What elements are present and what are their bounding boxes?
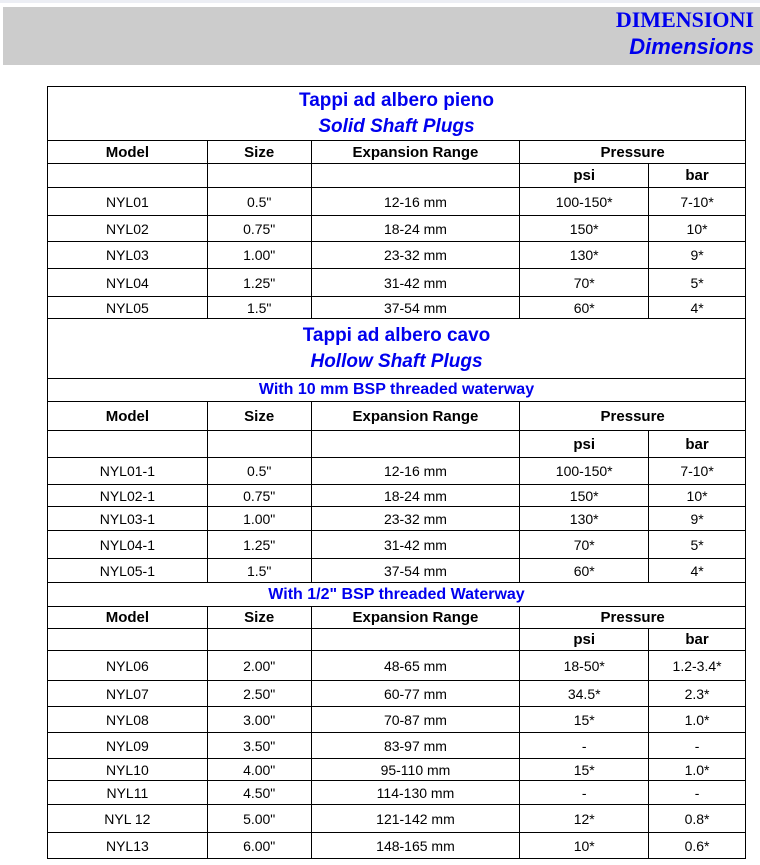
model-cell: NYL11	[48, 781, 208, 805]
size-cell: 1.5"	[207, 297, 311, 319]
section-title	[48, 87, 746, 141]
table-row	[48, 681, 746, 707]
psi-header: psi	[520, 164, 649, 188]
table-row	[48, 651, 746, 681]
top-divider	[0, 0, 760, 3]
dimensions-table	[47, 86, 746, 859]
psi-cell: 10*	[520, 833, 649, 859]
table-row	[48, 833, 746, 859]
table-row	[48, 781, 746, 805]
model-cell: NYL07	[48, 681, 208, 707]
model-cell: NYL04-1	[48, 531, 208, 559]
bar-cell: 0.8*	[649, 805, 746, 833]
table-row	[48, 759, 746, 781]
blank-cell	[48, 629, 208, 651]
size-header: Size	[207, 402, 311, 431]
psi-cell: 60*	[520, 559, 649, 583]
title-italian: DIMENSIONI	[615, 7, 754, 32]
blank-cell	[48, 431, 208, 458]
expansion-range-cell: 23-32 mm	[311, 507, 520, 531]
bar-cell: 10*	[649, 485, 746, 507]
expansion-range-cell: 18-24 mm	[311, 485, 520, 507]
model-cell: NYL04	[48, 269, 208, 297]
size-cell: 5.00"	[207, 805, 311, 833]
pressure-header: Pressure	[520, 402, 746, 431]
table-row	[48, 242, 746, 269]
size-cell: 4.50"	[207, 781, 311, 805]
size-cell: 3.50"	[207, 733, 311, 759]
model-cell: NYL 12	[48, 805, 208, 833]
expansion-range-cell: 148-165 mm	[311, 833, 520, 859]
model-cell: NYL02-1	[48, 485, 208, 507]
model-cell: NYL03	[48, 242, 208, 269]
psi-cell: 18-50*	[520, 651, 649, 681]
waterway-title: With 1/2" BSP threaded Waterway	[48, 583, 746, 607]
table-row	[48, 805, 746, 833]
psi-cell: 100-150*	[520, 458, 649, 485]
section-title-italian: Tappi ad albero pieno	[299, 89, 494, 111]
section-title	[48, 319, 746, 379]
size-cell: 0.5"	[207, 188, 311, 216]
psi-cell: 60*	[520, 297, 649, 319]
blank-cell	[311, 164, 520, 188]
bar-cell: -	[649, 733, 746, 759]
title-english: Dimensions	[629, 34, 754, 59]
size-cell: 1.25"	[207, 531, 311, 559]
table-row	[48, 707, 746, 733]
model-cell: NYL02	[48, 216, 208, 242]
size-cell: 2.50"	[207, 681, 311, 707]
bar-cell: 2.3*	[649, 681, 746, 707]
size-cell: 6.00"	[207, 833, 311, 859]
pressure-header: Pressure	[520, 141, 746, 164]
bar-cell: 1.2-3.4*	[649, 651, 746, 681]
size-cell: 1.25"	[207, 269, 311, 297]
waterway-title: With 10 mm BSP threaded waterway	[48, 379, 746, 402]
size-cell: 0.75"	[207, 485, 311, 507]
psi-cell: -	[520, 733, 649, 759]
bar-cell: 5*	[649, 269, 746, 297]
unit-header-row	[48, 431, 746, 458]
waterway-row	[48, 583, 746, 607]
model-cell: NYL08	[48, 707, 208, 733]
expansion-range-cell: 37-54 mm	[311, 559, 520, 583]
psi-header: psi	[520, 629, 649, 651]
expansion-range-cell: 48-65 mm	[311, 651, 520, 681]
size-header: Size	[207, 607, 311, 629]
expansion-range-cell: 31-42 mm	[311, 531, 520, 559]
section-title-italian: Tappi ad albero cavo	[302, 324, 491, 346]
model-cell: NYL05-1	[48, 559, 208, 583]
psi-cell: 12*	[520, 805, 649, 833]
psi-cell: 150*	[520, 485, 649, 507]
expansion-range-header: Expansion Range	[311, 141, 520, 164]
psi-cell: 130*	[520, 242, 649, 269]
expansion-range-cell: 37-54 mm	[311, 297, 520, 319]
bar-cell: 10*	[649, 216, 746, 242]
expansion-range-cell: 23-32 mm	[311, 242, 520, 269]
expansion-range-cell: 95-110 mm	[311, 759, 520, 781]
table-row	[48, 188, 746, 216]
table-row	[48, 559, 746, 583]
table-row	[48, 507, 746, 531]
bar-cell: 7-10*	[649, 458, 746, 485]
model-cell: NYL05	[48, 297, 208, 319]
model-cell: NYL13	[48, 833, 208, 859]
section-title-row	[48, 319, 746, 379]
section-title-english: Solid Shaft Plugs	[318, 115, 475, 137]
expansion-range-cell: 114-130 mm	[311, 781, 520, 805]
bar-cell: 7-10*	[649, 188, 746, 216]
size-cell: 3.00"	[207, 707, 311, 733]
model-cell: NYL01	[48, 188, 208, 216]
model-header: Model	[48, 141, 208, 164]
size-cell: 1.5"	[207, 559, 311, 583]
psi-cell: 34.5*	[520, 681, 649, 707]
bar-cell: -	[649, 781, 746, 805]
expansion-range-header: Expansion Range	[311, 402, 520, 431]
bar-header: bar	[649, 164, 746, 188]
size-cell: 1.00"	[207, 507, 311, 531]
model-header: Model	[48, 402, 208, 431]
bar-cell: 9*	[649, 242, 746, 269]
expansion-range-cell: 12-16 mm	[311, 458, 520, 485]
bar-cell: 1.0*	[649, 759, 746, 781]
blank-cell	[207, 629, 311, 651]
section-title-english: Hollow Shaft Plugs	[310, 350, 483, 372]
expansion-range-cell: 60-77 mm	[311, 681, 520, 707]
blank-cell	[48, 164, 208, 188]
psi-cell: 100-150*	[520, 188, 649, 216]
size-cell: 0.75"	[207, 216, 311, 242]
model-cell: NYL06	[48, 651, 208, 681]
column-header-row	[48, 607, 746, 629]
column-header-row	[48, 141, 746, 164]
bar-cell: 1.0*	[649, 707, 746, 733]
blank-cell	[207, 431, 311, 458]
section-title-row	[48, 87, 746, 141]
size-cell: 2.00"	[207, 651, 311, 681]
table-row	[48, 297, 746, 319]
model-cell: NYL01-1	[48, 458, 208, 485]
blank-cell	[311, 431, 520, 458]
psi-cell: 150*	[520, 216, 649, 242]
model-cell: NYL09	[48, 733, 208, 759]
table-row	[48, 269, 746, 297]
psi-cell: 15*	[520, 759, 649, 781]
expansion-range-cell: 18-24 mm	[311, 216, 520, 242]
bar-cell: 0.6*	[649, 833, 746, 859]
blank-cell	[207, 164, 311, 188]
bar-cell: 4*	[649, 559, 746, 583]
bar-cell: 9*	[649, 507, 746, 531]
expansion-range-cell: 31-42 mm	[311, 269, 520, 297]
psi-cell: 70*	[520, 269, 649, 297]
size-cell: 1.00"	[207, 242, 311, 269]
waterway-row	[48, 379, 746, 402]
psi-header: psi	[520, 431, 649, 458]
pressure-header: Pressure	[520, 607, 746, 629]
size-cell: 4.00"	[207, 759, 311, 781]
table-row	[48, 458, 746, 485]
unit-header-row	[48, 629, 746, 651]
psi-cell: 15*	[520, 707, 649, 733]
blank-cell	[311, 629, 520, 651]
unit-header-row	[48, 164, 746, 188]
model-header: Model	[48, 607, 208, 629]
bar-cell: 4*	[649, 297, 746, 319]
bar-header: bar	[649, 431, 746, 458]
expansion-range-cell: 83-97 mm	[311, 733, 520, 759]
expansion-range-header: Expansion Range	[311, 607, 520, 629]
model-cell: NYL03-1	[48, 507, 208, 531]
expansion-range-cell: 70-87 mm	[311, 707, 520, 733]
page-header	[3, 7, 760, 65]
psi-cell: -	[520, 781, 649, 805]
size-header: Size	[207, 141, 311, 164]
psi-cell: 70*	[520, 531, 649, 559]
table-row	[48, 531, 746, 559]
table-row	[48, 485, 746, 507]
expansion-range-cell: 121-142 mm	[311, 805, 520, 833]
bar-cell: 5*	[649, 531, 746, 559]
psi-cell: 130*	[520, 507, 649, 531]
bar-header: bar	[649, 629, 746, 651]
table-row	[48, 733, 746, 759]
size-cell: 0.5"	[207, 458, 311, 485]
column-header-row	[48, 402, 746, 431]
expansion-range-cell: 12-16 mm	[311, 188, 520, 216]
model-cell: NYL10	[48, 759, 208, 781]
table-row	[48, 216, 746, 242]
